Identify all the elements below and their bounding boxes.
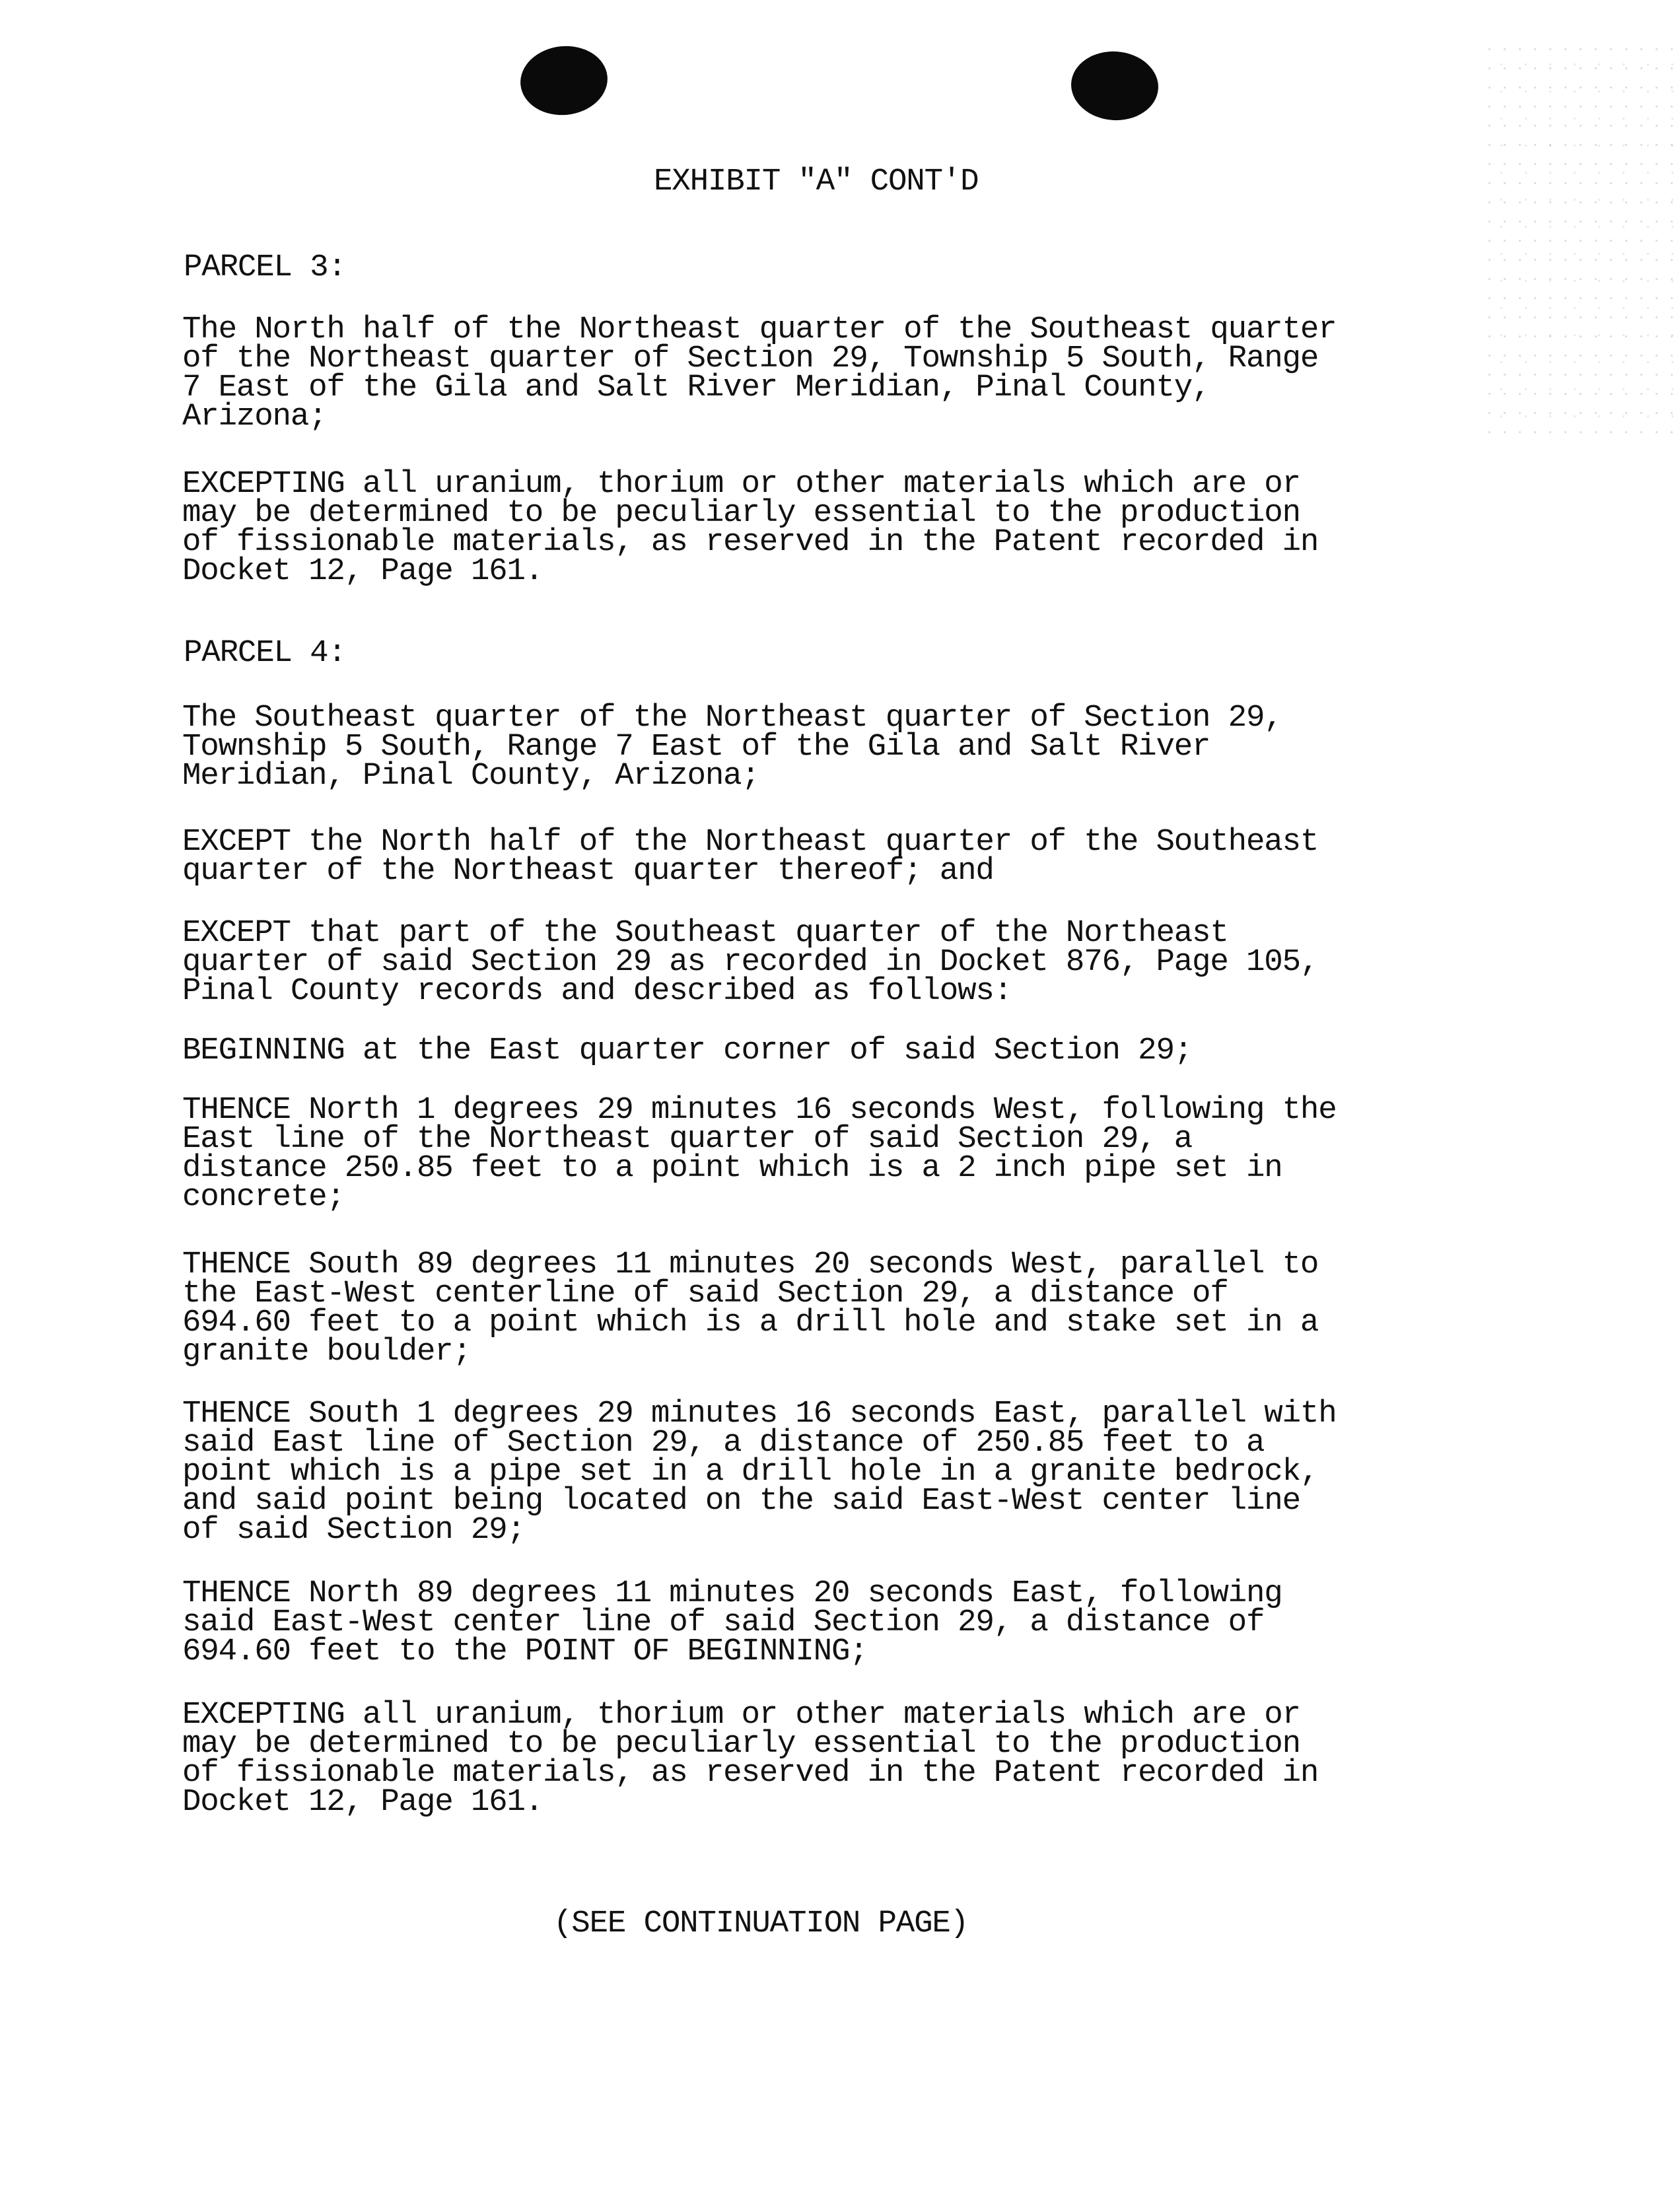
text-line: quarter of the Northeast quarter thereof; and (182, 853, 994, 889)
text-line: BEGINNING at the East quarter corner of said Section 29; (182, 1033, 1193, 1068)
text-line: 7 East of the Gila and Salt River Meridian, Pinal County, (182, 370, 1210, 405)
continuation-note: (SEE CONTINUATION PAGE) (553, 1906, 969, 1941)
text-line: Docket 12, Page 161. (182, 553, 543, 589)
text-line: Township 5 South, Range 7 East of the Gila and Salt River (182, 729, 1210, 765)
text-line: Pinal County records and described as follows: (182, 973, 1012, 1009)
text-line: said East-West center line of said Section 29, a distance of (182, 1605, 1265, 1640)
text-line: point which is a pipe set in a drill hole in a granite bedrock, (182, 1454, 1319, 1490)
exhibit-title: EXHIBIT "A" CONT'D (654, 164, 979, 199)
text-line: 694.60 feet to the POINT OF BEGINNING; (182, 1634, 868, 1669)
scan-noise (1482, 40, 1680, 436)
text-line: Arizona; (182, 399, 327, 434)
text-line: concrete; (182, 1179, 345, 1215)
text-line: THENCE North 1 degrees 29 minutes 16 seconds West, following the (182, 1092, 1337, 1128)
text-line: 694.60 feet to a point which is a drill hole and stake set in a (182, 1305, 1319, 1340)
text-line: of fissionable materials, as reserved in the Patent recorded in (182, 524, 1319, 560)
punch-hole-right (1069, 49, 1161, 123)
parcel-4-heading: PARCEL 4: (184, 635, 346, 671)
text-line: may be determined to be peculiarly essential to the production (182, 1726, 1300, 1762)
text-line: East line of the Northeast quarter of said Section 29, a (182, 1121, 1193, 1157)
text-line: of said Section 29; (182, 1512, 525, 1548)
text-line: said East line of Section 29, a distance of 250.85 feet to a (182, 1425, 1265, 1461)
text-line: may be determined to be peculiarly essential to the production (182, 495, 1300, 531)
text-line: THENCE South 89 degrees 11 minutes 20 seconds West, parallel to (182, 1247, 1319, 1282)
text-line: Meridian, Pinal County, Arizona; (182, 758, 759, 794)
text-line: THENCE North 89 degrees 11 minutes 20 seconds East, following (182, 1576, 1282, 1611)
punch-hole-left (517, 42, 611, 119)
text-line: EXCEPT the North half of the Northeast quarter of the Southeast (182, 824, 1319, 860)
text-line: of the Northeast quarter of Section 29, Township 5 South, Range (182, 341, 1319, 376)
text-line: THENCE South 1 degrees 29 minutes 16 seconds East, parallel with (182, 1396, 1337, 1432)
text-line: of fissionable materials, as reserved in the Patent recorded in (182, 1755, 1319, 1791)
text-line: Docket 12, Page 161. (182, 1784, 543, 1820)
text-line: distance 250.85 feet to a point which is a 2 inch pipe set in (182, 1150, 1282, 1186)
text-line: EXCEPTING all uranium, thorium or other materials which are or (182, 466, 1300, 502)
text-line: quarter of said Section 29 as recorded in Docket 876, Page 105, (182, 944, 1319, 980)
text-line: EXCEPT that part of the Southeast quarter of the Northeast (182, 915, 1228, 951)
text-line: The North half of the Northeast quarter of the Southeast quarter (182, 312, 1337, 347)
parcel-3-heading: PARCEL 3: (184, 250, 346, 285)
text-line: and said point being located on the said East-West center line (182, 1483, 1300, 1519)
text-line: granite boulder; (182, 1334, 471, 1370)
text-line: The Southeast quarter of the Northeast quarter of Section 29, (182, 700, 1282, 736)
text-line: EXCEPTING all uranium, thorium or other materials which are or (182, 1697, 1300, 1733)
text-line: the East-West centerline of said Section 29, a distance of (182, 1276, 1228, 1311)
